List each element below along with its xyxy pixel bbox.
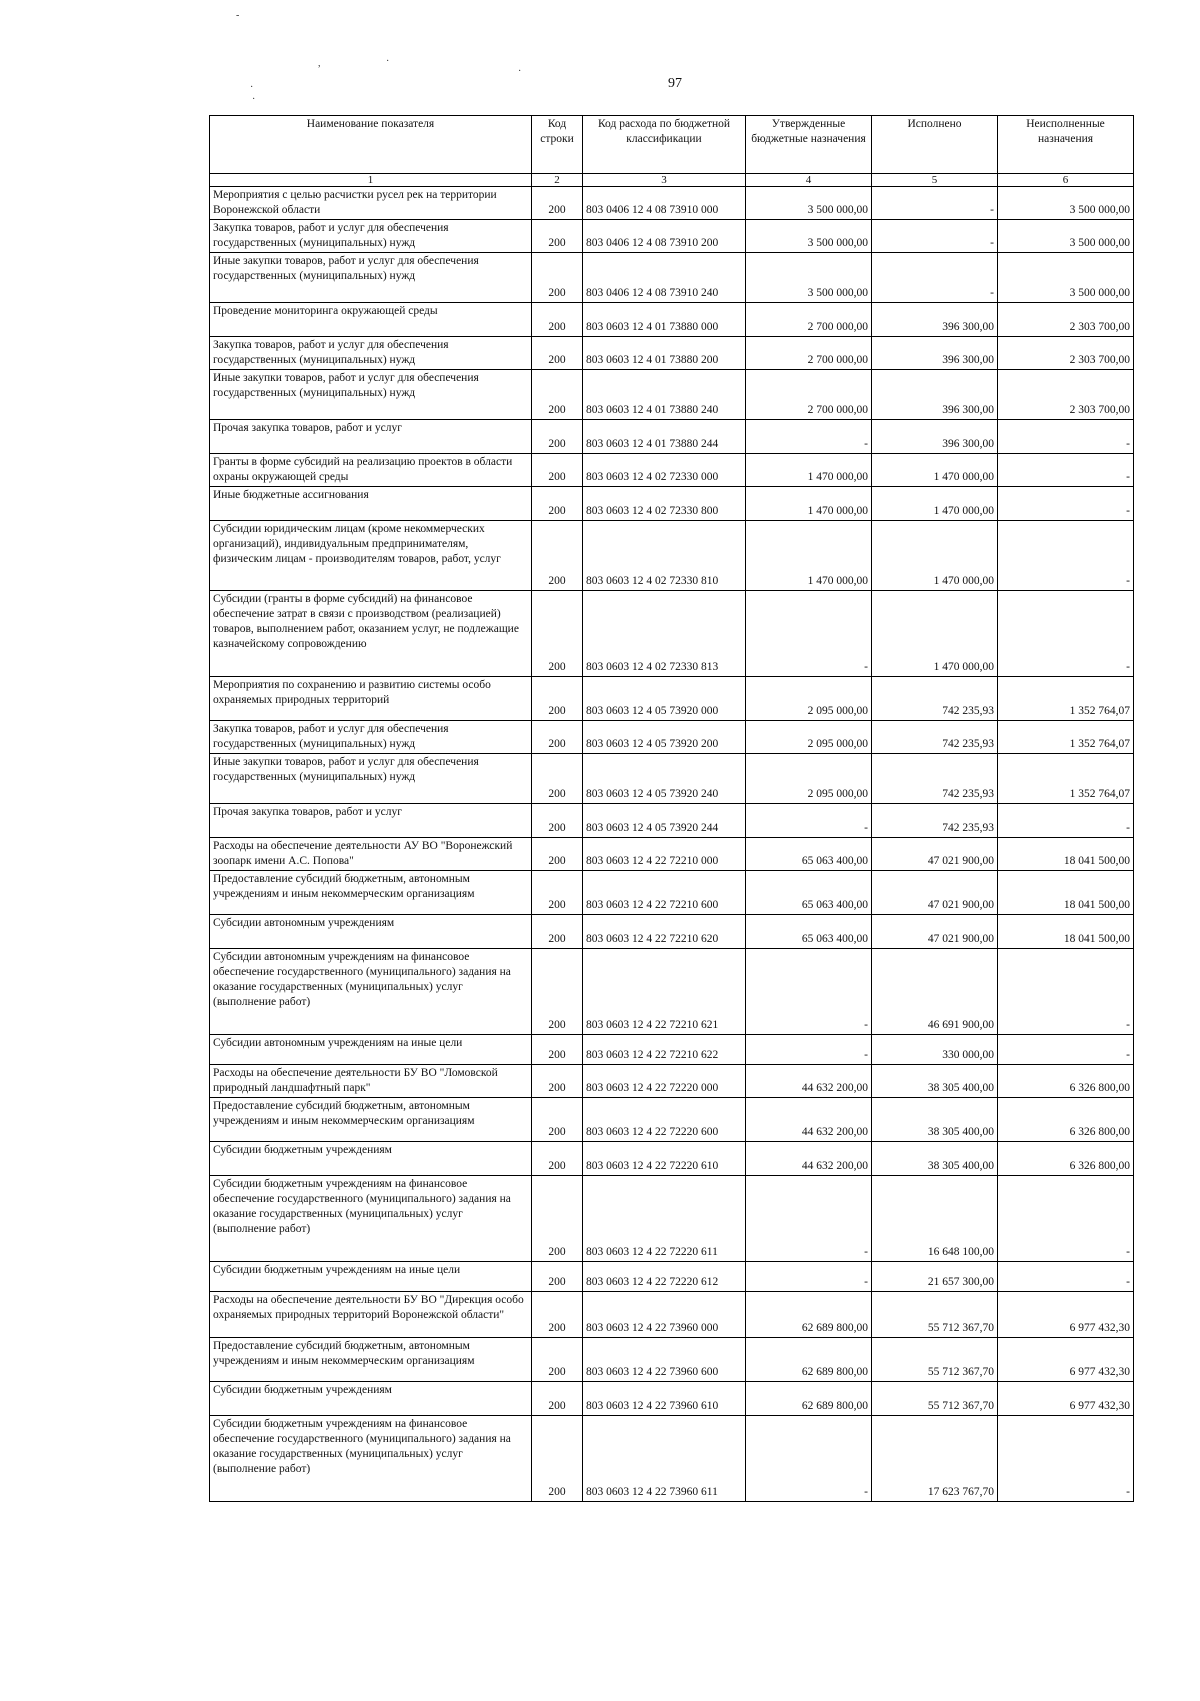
row-executed: 47 021 900,00 <box>872 915 998 949</box>
budget-execution-table <box>209 115 1134 1502</box>
row-budget-code: 803 0603 12 4 01 73880 200 <box>583 337 746 370</box>
row-unexecuted: - <box>998 1416 1134 1502</box>
row-name: Субсидии бюджетным учреждениям <box>210 1142 532 1176</box>
row-line-code: 200 <box>532 1035 583 1065</box>
row-unexecuted: 6 326 800,00 <box>998 1098 1134 1142</box>
row-approved: - <box>746 804 872 838</box>
row-executed: 1 470 000,00 <box>872 487 998 521</box>
row-executed: 55 712 367,70 <box>872 1338 998 1382</box>
table-row <box>210 187 1134 220</box>
row-budget-code: 803 0603 12 4 22 72220 000 <box>583 1065 746 1098</box>
row-name: Мероприятия по сохранению и развитию системы особо охраняемых природных территорий <box>210 677 532 721</box>
row-line-code: 200 <box>532 487 583 521</box>
row-budget-code: 803 0603 12 4 22 72220 611 <box>583 1176 746 1262</box>
table-row <box>210 370 1134 420</box>
row-executed: 396 300,00 <box>872 370 998 420</box>
row-unexecuted: - <box>998 804 1134 838</box>
row-budget-code: 803 0603 12 4 05 73920 240 <box>583 754 746 804</box>
row-line-code: 200 <box>532 1065 583 1098</box>
row-executed: 17 623 767,70 <box>872 1416 998 1502</box>
row-line-code: 200 <box>532 1292 583 1338</box>
row-line-code: 200 <box>532 591 583 677</box>
table-row <box>210 1035 1134 1065</box>
row-executed: 742 235,93 <box>872 677 998 721</box>
scan-speck: · <box>518 66 522 77</box>
row-line-code: 200 <box>532 454 583 487</box>
row-approved: 2 095 000,00 <box>746 754 872 804</box>
column-number: 1 <box>210 174 532 187</box>
row-budget-code: 803 0603 12 4 02 72330 000 <box>583 454 746 487</box>
table-row <box>210 1382 1134 1416</box>
table-row <box>210 454 1134 487</box>
row-approved: 1 470 000,00 <box>746 454 872 487</box>
row-budget-code: 803 0603 12 4 01 73880 244 <box>583 420 746 454</box>
row-executed: 38 305 400,00 <box>872 1098 998 1142</box>
row-budget-code: 803 0603 12 4 22 72210 620 <box>583 915 746 949</box>
scan-speck: · <box>250 82 254 93</box>
column-number-row <box>210 174 1134 187</box>
row-line-code: 200 <box>532 1262 583 1292</box>
row-executed: 1 470 000,00 <box>872 454 998 487</box>
scan-speck: · <box>252 94 256 105</box>
row-unexecuted: 1 352 764,07 <box>998 677 1134 721</box>
row-executed: - <box>872 253 998 303</box>
row-name: Расходы на обеспечение деятельности АУ ВО "Воронежский зоопарк имени А.С. Попова" <box>210 838 532 871</box>
column-header-name: Наименование показателя <box>210 116 532 174</box>
row-budget-code: 803 0603 12 4 22 73960 611 <box>583 1416 746 1502</box>
row-approved: 3 500 000,00 <box>746 253 872 303</box>
row-approved: 2 095 000,00 <box>746 721 872 754</box>
row-approved: - <box>746 1416 872 1502</box>
table-row <box>210 721 1134 754</box>
column-number: 6 <box>998 174 1134 187</box>
column-header-unexecuted: Неисполненные назначения <box>998 116 1134 174</box>
row-approved: - <box>746 949 872 1035</box>
row-executed: 1 470 000,00 <box>872 521 998 591</box>
column-header-approved: Утвержденные бюджетные назначения <box>746 116 872 174</box>
row-approved: 2 700 000,00 <box>746 337 872 370</box>
column-header-line-code: Код строки <box>532 116 583 174</box>
row-line-code: 200 <box>532 337 583 370</box>
row-budget-code: 803 0603 12 4 02 72330 800 <box>583 487 746 521</box>
row-name: Прочая закупка товаров, работ и услуг <box>210 420 532 454</box>
row-approved: - <box>746 591 872 677</box>
row-approved: - <box>746 1035 872 1065</box>
row-approved: 2 700 000,00 <box>746 303 872 337</box>
row-line-code: 200 <box>532 721 583 754</box>
table-row <box>210 303 1134 337</box>
row-executed: - <box>872 220 998 253</box>
row-approved: 65 063 400,00 <box>746 871 872 915</box>
row-line-code: 200 <box>532 1416 583 1502</box>
table-row <box>210 1338 1134 1382</box>
row-unexecuted: - <box>998 949 1134 1035</box>
row-executed: 55 712 367,70 <box>872 1382 998 1416</box>
row-executed: 21 657 300,00 <box>872 1262 998 1292</box>
table-header-row <box>210 116 1134 174</box>
column-header-budget-code: Код расхода по бюджетной классификации <box>583 116 746 174</box>
row-approved: 2 095 000,00 <box>746 677 872 721</box>
row-approved: 1 470 000,00 <box>746 521 872 591</box>
row-unexecuted: 6 977 432,30 <box>998 1338 1134 1382</box>
row-approved: - <box>746 1176 872 1262</box>
row-approved: 65 063 400,00 <box>746 838 872 871</box>
row-budget-code: 803 0603 12 4 01 73880 000 <box>583 303 746 337</box>
table-row <box>210 253 1134 303</box>
row-line-code: 200 <box>532 804 583 838</box>
row-line-code: 200 <box>532 521 583 591</box>
page-number: 97 <box>668 76 682 91</box>
row-unexecuted: - <box>998 1176 1134 1262</box>
row-line-code: 200 <box>532 677 583 721</box>
column-header-executed: Исполнено <box>872 116 998 174</box>
row-budget-code: 803 0603 12 4 22 72220 612 <box>583 1262 746 1292</box>
table-row <box>210 1176 1134 1262</box>
row-name: Субсидии автономным учреждениям на финансовое обеспечение государственного (муниципального) задания на оказание государственных (муниципальных) услуг (выполнение работ) <box>210 949 532 1035</box>
row-executed: 396 300,00 <box>872 303 998 337</box>
row-executed: 742 235,93 <box>872 754 998 804</box>
row-approved: 62 689 800,00 <box>746 1292 872 1338</box>
row-name: Субсидии (гранты в форме субсидий) на финансовое обеспечение затрат в связи с производством (реализацией) товаров, выполнением работ, оказанием услуг, не подлежащие казначейскому сопровождению <box>210 591 532 677</box>
row-executed: 742 235,93 <box>872 804 998 838</box>
row-approved: - <box>746 420 872 454</box>
row-budget-code: 803 0603 12 4 05 73920 200 <box>583 721 746 754</box>
row-approved: 44 632 200,00 <box>746 1098 872 1142</box>
row-name: Субсидии автономным учреждениям <box>210 915 532 949</box>
row-line-code: 200 <box>532 949 583 1035</box>
row-line-code: 200 <box>532 370 583 420</box>
row-budget-code: 803 0406 12 4 08 73910 000 <box>583 187 746 220</box>
column-number: 2 <box>532 174 583 187</box>
table-row <box>210 220 1134 253</box>
row-unexecuted: 18 041 500,00 <box>998 871 1134 915</box>
row-name: Проведение мониторинга окружающей среды <box>210 303 532 337</box>
row-name: Гранты в форме субсидий на реализацию проектов в области охраны окружающей среды <box>210 454 532 487</box>
row-approved: 2 700 000,00 <box>746 370 872 420</box>
row-line-code: 200 <box>532 871 583 915</box>
row-budget-code: 803 0603 12 4 22 72210 600 <box>583 871 746 915</box>
row-budget-code: 803 0406 12 4 08 73910 200 <box>583 220 746 253</box>
row-approved: 3 500 000,00 <box>746 220 872 253</box>
scan-speck: , <box>318 58 321 69</box>
row-unexecuted: 1 352 764,07 <box>998 721 1134 754</box>
row-name: Иные закупки товаров, работ и услуг для обеспечения государственных (муниципальных) нужд <box>210 253 532 303</box>
row-executed: 38 305 400,00 <box>872 1142 998 1176</box>
row-approved: 44 632 200,00 <box>746 1065 872 1098</box>
row-name: Закупка товаров, работ и услуг для обеспечения государственных (муниципальных) нужд <box>210 721 532 754</box>
row-name: Субсидии юридическим лицам (кроме некоммерческих организаций), индивидуальным предпринимателям, физическим лицам - производителям товаров, работ, услуг <box>210 521 532 591</box>
row-name: Прочая закупка товаров, работ и услуг <box>210 804 532 838</box>
row-unexecuted: 18 041 500,00 <box>998 838 1134 871</box>
row-executed: 55 712 367,70 <box>872 1292 998 1338</box>
column-number: 5 <box>872 174 998 187</box>
row-budget-code: 803 0603 12 4 05 73920 244 <box>583 804 746 838</box>
row-line-code: 200 <box>532 187 583 220</box>
column-number: 3 <box>583 174 746 187</box>
row-line-code: 200 <box>532 838 583 871</box>
row-approved: 44 632 200,00 <box>746 1142 872 1176</box>
table-row <box>210 754 1134 804</box>
table-row <box>210 521 1134 591</box>
table-row <box>210 420 1134 454</box>
table-row <box>210 915 1134 949</box>
row-line-code: 200 <box>532 1382 583 1416</box>
row-unexecuted: 2 303 700,00 <box>998 337 1134 370</box>
row-approved: 65 063 400,00 <box>746 915 872 949</box>
row-executed: 47 021 900,00 <box>872 871 998 915</box>
row-unexecuted: - <box>998 487 1134 521</box>
table-row <box>210 1098 1134 1142</box>
row-name: Иные закупки товаров, работ и услуг для обеспечения государственных (муниципальных) нужд <box>210 754 532 804</box>
row-approved: 1 470 000,00 <box>746 487 872 521</box>
row-name: Предоставление субсидий бюджетным, автономным учреждениям и иным некоммерческим организациям <box>210 1098 532 1142</box>
table-row <box>210 1416 1134 1502</box>
row-budget-code: 803 0603 12 4 22 72210 000 <box>583 838 746 871</box>
table-row <box>210 1065 1134 1098</box>
row-executed: 330 000,00 <box>872 1035 998 1065</box>
row-unexecuted: 3 500 000,00 <box>998 253 1134 303</box>
scan-speck: - <box>236 10 240 21</box>
row-name: Предоставление субсидий бюджетным, автономным учреждениям и иным некоммерческим организациям <box>210 871 532 915</box>
row-name: Иные бюджетные ассигнования <box>210 487 532 521</box>
row-approved: 62 689 800,00 <box>746 1382 872 1416</box>
row-unexecuted: - <box>998 420 1134 454</box>
row-unexecuted: - <box>998 521 1134 591</box>
row-unexecuted: 6 977 432,30 <box>998 1382 1134 1416</box>
table-row <box>210 591 1134 677</box>
row-line-code: 200 <box>532 253 583 303</box>
row-budget-code: 803 0603 12 4 22 73960 000 <box>583 1292 746 1338</box>
row-unexecuted: 6 977 432,30 <box>998 1292 1134 1338</box>
table-row <box>210 1262 1134 1292</box>
row-executed: 38 305 400,00 <box>872 1065 998 1098</box>
row-line-code: 200 <box>532 303 583 337</box>
row-budget-code: 803 0603 12 4 02 72330 813 <box>583 591 746 677</box>
row-budget-code: 803 0603 12 4 22 73960 600 <box>583 1338 746 1382</box>
table-row <box>210 871 1134 915</box>
table-row <box>210 337 1134 370</box>
column-number: 4 <box>746 174 872 187</box>
row-budget-code: 803 0603 12 4 22 72220 600 <box>583 1098 746 1142</box>
row-name: Закупка товаров, работ и услуг для обеспечения государственных (муниципальных) нужд <box>210 337 532 370</box>
table-row <box>210 487 1134 521</box>
table-row <box>210 677 1134 721</box>
row-name: Расходы на обеспечение деятельности БУ ВО "Ломовской природный ландшафтный парк" <box>210 1065 532 1098</box>
row-budget-code: 803 0603 12 4 05 73920 000 <box>583 677 746 721</box>
row-line-code: 200 <box>532 754 583 804</box>
row-name: Мероприятия с целью расчистки русел рек на территории Воронежской области <box>210 187 532 220</box>
row-line-code: 200 <box>532 1142 583 1176</box>
row-unexecuted: 2 303 700,00 <box>998 370 1134 420</box>
row-executed: 396 300,00 <box>872 420 998 454</box>
row-unexecuted: - <box>998 591 1134 677</box>
row-executed: 16 648 100,00 <box>872 1176 998 1262</box>
row-executed: 46 691 900,00 <box>872 949 998 1035</box>
scan-speck: · <box>386 56 390 67</box>
row-name: Предоставление субсидий бюджетным, автономным учреждениям и иным некоммерческим организациям <box>210 1338 532 1382</box>
row-name: Расходы на обеспечение деятельности БУ ВО "Дирекция особо охраняемых природных территорий Воронежской области" <box>210 1292 532 1338</box>
row-unexecuted: 6 326 800,00 <box>998 1142 1134 1176</box>
row-unexecuted: - <box>998 1035 1134 1065</box>
row-name: Иные закупки товаров, работ и услуг для обеспечения государственных (муниципальных) нужд <box>210 370 532 420</box>
row-budget-code: 803 0603 12 4 22 72220 610 <box>583 1142 746 1176</box>
table-row <box>210 838 1134 871</box>
row-unexecuted: - <box>998 454 1134 487</box>
row-budget-code: 803 0603 12 4 22 73960 610 <box>583 1382 746 1416</box>
row-budget-code: 803 0603 12 4 02 72330 810 <box>583 521 746 591</box>
row-approved: - <box>746 1262 872 1292</box>
row-name: Субсидии бюджетным учреждениям на финансовое обеспечение государственного (муниципального) задания на оказание государственных (муниципальных) услуг (выполнение работ) <box>210 1416 532 1502</box>
row-name: Субсидии автономным учреждениям на иные цели <box>210 1035 532 1065</box>
row-budget-code: 803 0603 12 4 01 73880 240 <box>583 370 746 420</box>
table-row <box>210 949 1134 1035</box>
row-executed: 47 021 900,00 <box>872 838 998 871</box>
row-name: Закупка товаров, работ и услуг для обеспечения государственных (муниципальных) нужд <box>210 220 532 253</box>
row-line-code: 200 <box>532 220 583 253</box>
row-unexecuted: 1 352 764,07 <box>998 754 1134 804</box>
row-name: Субсидии бюджетным учреждениям на финансовое обеспечение государственного (муниципального) задания на оказание государственных (муниципальных) услуг (выполнение работ) <box>210 1176 532 1262</box>
table-row <box>210 1292 1134 1338</box>
row-budget-code: 803 0603 12 4 22 72210 622 <box>583 1035 746 1065</box>
row-line-code: 200 <box>532 915 583 949</box>
row-executed: 742 235,93 <box>872 721 998 754</box>
row-line-code: 200 <box>532 1098 583 1142</box>
row-name: Субсидии бюджетным учреждениям <box>210 1382 532 1416</box>
row-unexecuted: 18 041 500,00 <box>998 915 1134 949</box>
row-budget-code: 803 0603 12 4 22 72210 621 <box>583 949 746 1035</box>
row-unexecuted: 2 303 700,00 <box>998 303 1134 337</box>
row-approved: 3 500 000,00 <box>746 187 872 220</box>
table-row <box>210 804 1134 838</box>
row-approved: 62 689 800,00 <box>746 1338 872 1382</box>
row-executed: 1 470 000,00 <box>872 591 998 677</box>
row-name: Субсидии бюджетным учреждениям на иные цели <box>210 1262 532 1292</box>
row-unexecuted: 3 500 000,00 <box>998 220 1134 253</box>
row-line-code: 200 <box>532 1338 583 1382</box>
table-row <box>210 1142 1134 1176</box>
row-unexecuted: 6 326 800,00 <box>998 1065 1134 1098</box>
row-unexecuted: 3 500 000,00 <box>998 187 1134 220</box>
row-line-code: 200 <box>532 1176 583 1262</box>
row-unexecuted: - <box>998 1262 1134 1292</box>
row-executed: 396 300,00 <box>872 337 998 370</box>
row-line-code: 200 <box>532 420 583 454</box>
row-budget-code: 803 0406 12 4 08 73910 240 <box>583 253 746 303</box>
row-executed: - <box>872 187 998 220</box>
